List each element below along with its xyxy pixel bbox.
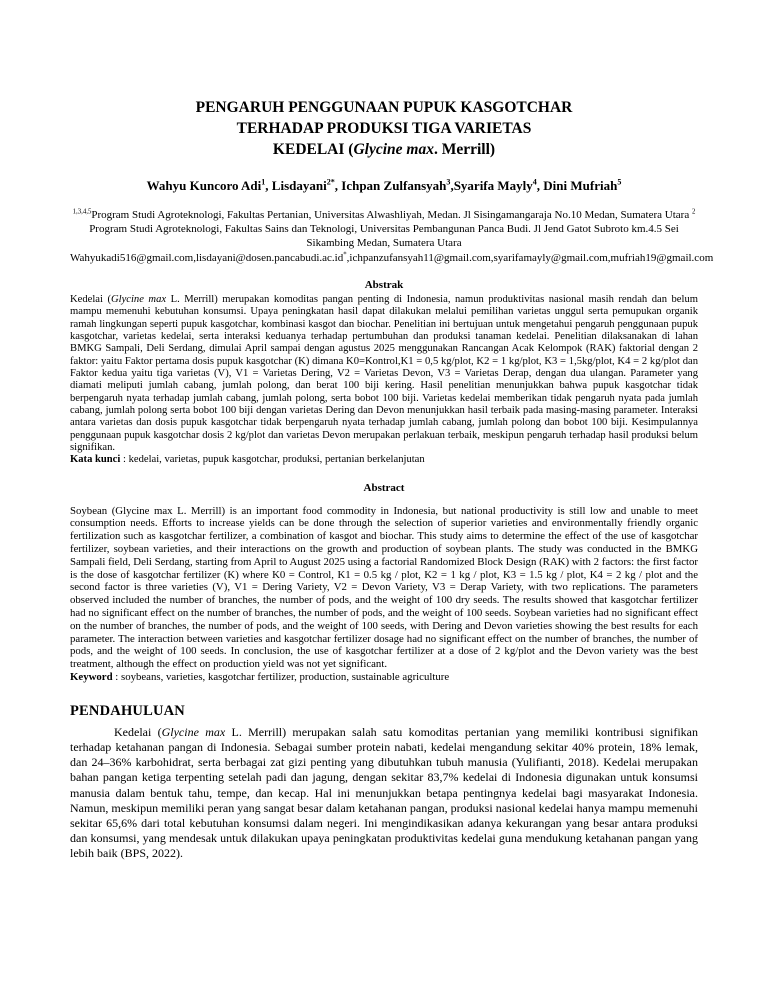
author-superscript: 1 <box>261 177 266 187</box>
abstrak-heading: Abstrak <box>364 278 404 291</box>
abstrak-body <box>70 294 698 454</box>
affiliation-2-text: Program Studi Agroteknologi, Fakultas Sains dan Teknologi, Universitas Pembangunan Panca Budi. Jl Jend Gatot Subroto km.4.5 Sei Sikambing Medan, Sumatera Utara <box>89 223 679 250</box>
intro-text: L. Merrill) merupakan salah satu komoditas pertanian yang memiliki kontribusi signifikan terhadap ketahanan pangan di Indonesia. Sebagai sumber protein nabati, kedelai mengandung sekitar 40% protein, 18% lemak, dan 24–36% karbohidrat, serta berbagai zat gizi penting yang dibutuhkan tubuh manusia (Yulifianti, 2018). Kedelai merupakan bahan pangan ketiga terpenting setelah padi dan jagung, dengan sekitar 83,7% kedelai di Indonesia digunakan untuk konsumsi manusia dalam bentuk tahu, tempe, dan kecap. Hal ini menunjukkan betapa pentingnya kedelai bagi masyarakat Indonesia. Namun, meskipun memiliki peran yang sangat besar dalam ketahanan pangan, produksi nasional kedelai hanya mampu memenuhi sekitar 65,6% dari total kebutuhan konsumsi dalam negeri. Ini mengindikasikan adanya kekurangan yang besar antara produksi dan konsumsi, yang mendesak untuk dilakukan upaya peningkatan produktivitas kedelai guna mendukung ketahanan pangan yang lebih baik (BPS, 2022). <box>70 724 699 861</box>
title-line-3-suffix: . Merrill) <box>433 141 496 158</box>
intro-text-prefix: Kedelai ( <box>114 724 162 739</box>
title-line-1: PENGARUH PENGGUNAAN PUPUK KASGOTCHAR <box>195 99 573 116</box>
keyword-text: : soybeans, varieties, kasgotchar fertilizer, production, sustainable agriculture <box>112 670 450 683</box>
author-5 <box>543 178 621 193</box>
author-superscript: 4 <box>532 177 537 187</box>
author-name: Lisdayani <box>271 178 327 193</box>
author-name: Dini Mufriah <box>543 178 618 193</box>
affiliations-block <box>70 208 714 265</box>
author-separator: , <box>536 178 544 193</box>
author-name: Wahyu Kuncoro Adi <box>146 178 262 193</box>
title-line-3 <box>273 141 495 158</box>
intro-species-name: Glycine max <box>161 724 226 739</box>
affiliation-1-text: Program Studi Agroteknologi, Fakultas Pertanian, Universitas Alwashliyah, Medan. Jl Sisingamangaraja No.10 Medan, Sumatera Utara <box>91 209 690 221</box>
kata-kunci-text: : kedelai, varietas, pupuk kasgotchar, produksi, pertanian berkelanjutan <box>120 454 425 466</box>
email-text-first: Wahyukadi516@gmail.com,lisdayani@dosen.pancabudi.ac.id <box>70 251 344 264</box>
author-line <box>70 177 698 195</box>
email-line <box>70 252 713 264</box>
author-2 <box>272 178 341 193</box>
keyword-label: Keyword <box>70 670 113 683</box>
author-separator: , <box>265 178 272 193</box>
corresponding-author-asterisk: * <box>343 250 347 258</box>
kata-kunci-line <box>70 454 698 466</box>
affiliation-2-superscript: 2 <box>691 208 696 216</box>
author-superscript: 2* <box>326 177 335 187</box>
author-4 <box>454 178 544 193</box>
pendahuluan-heading: PENDAHULUAN <box>70 702 185 719</box>
abstract-heading: Abstract <box>363 481 405 494</box>
title-species-name: Glycine max <box>353 141 434 158</box>
author-name: Syarifa Mayly <box>453 178 533 193</box>
abstract-body <box>70 505 698 671</box>
abstract-text: Soybean (Glycine max L. Merrill) is an important food commodity in Indonesia, but national productivity is still low and unable to meet consumption needs. Efforts to increase yields can be done through the selection of superior varieties and environmentally friendly organic fertilization such as kasgotchar fertilizer, a combination of kasgot and biochar. This study aims to determine the effect of the use of kasgotchar fertilizer, soybean varieties, and their interactions on the growth and production of soybean plants. The study was conducted in the BMKG Sampali field, Deli Serdang, starting from April to August 2025 using a factorial Randomized Block Design (RAK) with 2 factors: the first factor is the dose of kasgotchar fertilizer (K) where K0 = Control, K1 = 0.5 kg / plot, K2 = 1 kg / plot, K3 = 1.5 kg / plot, K4 = 2 kg / plot and the second factor is three varieties (V), V1 = Dering Variety, V2 = Devon Variety, V3 = Derap Variety, with two replications. The parameters observed included the number of branches, the number of pods, and the weight of 100 dry seeds. The results showed that kasgotchar fertilizer had no significant effect on the number of branches, the number of pods, and the weight of 100 seeds. Soybean varieties had no significant effect on the number of branches, the number of pods, and the weight of 100 seeds, with Dering and Devon varieties showing the best results for each parameter. The interaction between varieties and kasgotchar fertilizer dosage had no significant effect on the number of branches, the number of pods, and the weight of 100 seeds. In conclusion, the use of kasgotchar fertilizer at a dose of 2 kg/plot and the Devon variety was the best treatment, although the effect on production yield was not yet significant. <box>70 504 698 671</box>
author-name: Ichpan Zulfansyah <box>341 178 447 193</box>
title-line-3-prefix: KEDELAI ( <box>272 141 354 158</box>
kata-kunci-label: Kata kunci <box>70 454 121 466</box>
author-separator: , <box>450 178 454 193</box>
author-separator: , <box>334 178 342 193</box>
abstrak-text: L. Merrill) merupakan komoditas pangan penting di Indonesia, namun produktivitas nasional masih rendah dan belum mampu memenuhi kebutuhan konsumsi. Upaya peningkatan hasil dapat dilakukan melalui pemilihan varietas unggul serta pemupukan organik ramah lingkungan seperti pupuk kasgotchar, kombinasi kasgot dan biochar. Penelitian ini bertujuan untuk mengetahui pengaruh penggunaan pupuk kasgotchar, varietas kedelai, serta interaksi keduanya terhadap pertumbuhan dan produksi tanaman kedelai. Penelitian dilaksanakan di lahan BMKG Sampali, Deli Serdang, dimulai April sampai dengan agustus 2025 menggunakan Rancangan Acak Kelompok (RAK) faktorial dengan 2 faktor: yaitu Faktor pertama dosis pupuk kasgotchar (K) dimana K0=Kontrol,K1 = 0,5 kg/plot, K2 = 1 kg/plot, K3 = 1,5kg/plot, K4 = 2 kg/plot dan Faktor kedua yaitu tiga varietas (V), V1 = Varietas Dering, V2 = Varietas Devon, V3 = Varietas Derap, dengan dua ulangan. Parameter yang diamati meliputi jumlah cabang, jumlah polong, dan berat 100 biji kering. Hasil penelitian menunjukkan bahwa pupuk kasgotchar tidak berpengaruh nyata terhadap jumlah cabang, jumlah polong, serta bobot 100 biji. Varietas kedelai memberikan tidak pengaruh nyata pada jumlah cabang, jumlah polong serta bobot 100 biji dengan varietas Dering dan Devon menunjukkan hasil terbaik pada masing-masing parameter. Interaksi antara varietas dan dosis pupuk kasgotchar tidak berpengaruh nyata terhadap jumlah cabang, jumlah polong dan bobot 100 biji. Kesimpulannya penggunaan pupuk kasgotchar dosis 2 kg/plot dan varietas Devon merupakan perlakuan terbaik, meskipun pengaruh terhadap hasil produksi belum signifikan. <box>70 293 698 453</box>
paper-title <box>70 97 698 160</box>
title-line-2: TERHADAP PRODUKSI TIGA VARIETAS <box>236 120 532 137</box>
intro-paragraph <box>70 725 698 862</box>
abstrak-species-name: Glycine max <box>110 293 167 305</box>
email-text-rest: ,ichpanzufansyah11@gmail.com,syarifamayly@gmail.com,mufriah19@gmail.com <box>346 251 714 264</box>
affiliation-1 <box>73 209 690 221</box>
abstrak-text-prefix: Kedelai ( <box>70 293 111 305</box>
affiliation-1-superscript: 1,3,4,5 <box>72 208 92 216</box>
author-superscript: 3 <box>446 177 451 187</box>
author-1 <box>147 178 272 193</box>
author-3 <box>341 178 453 193</box>
author-superscript: 5 <box>617 177 622 187</box>
keyword-line <box>70 671 698 684</box>
